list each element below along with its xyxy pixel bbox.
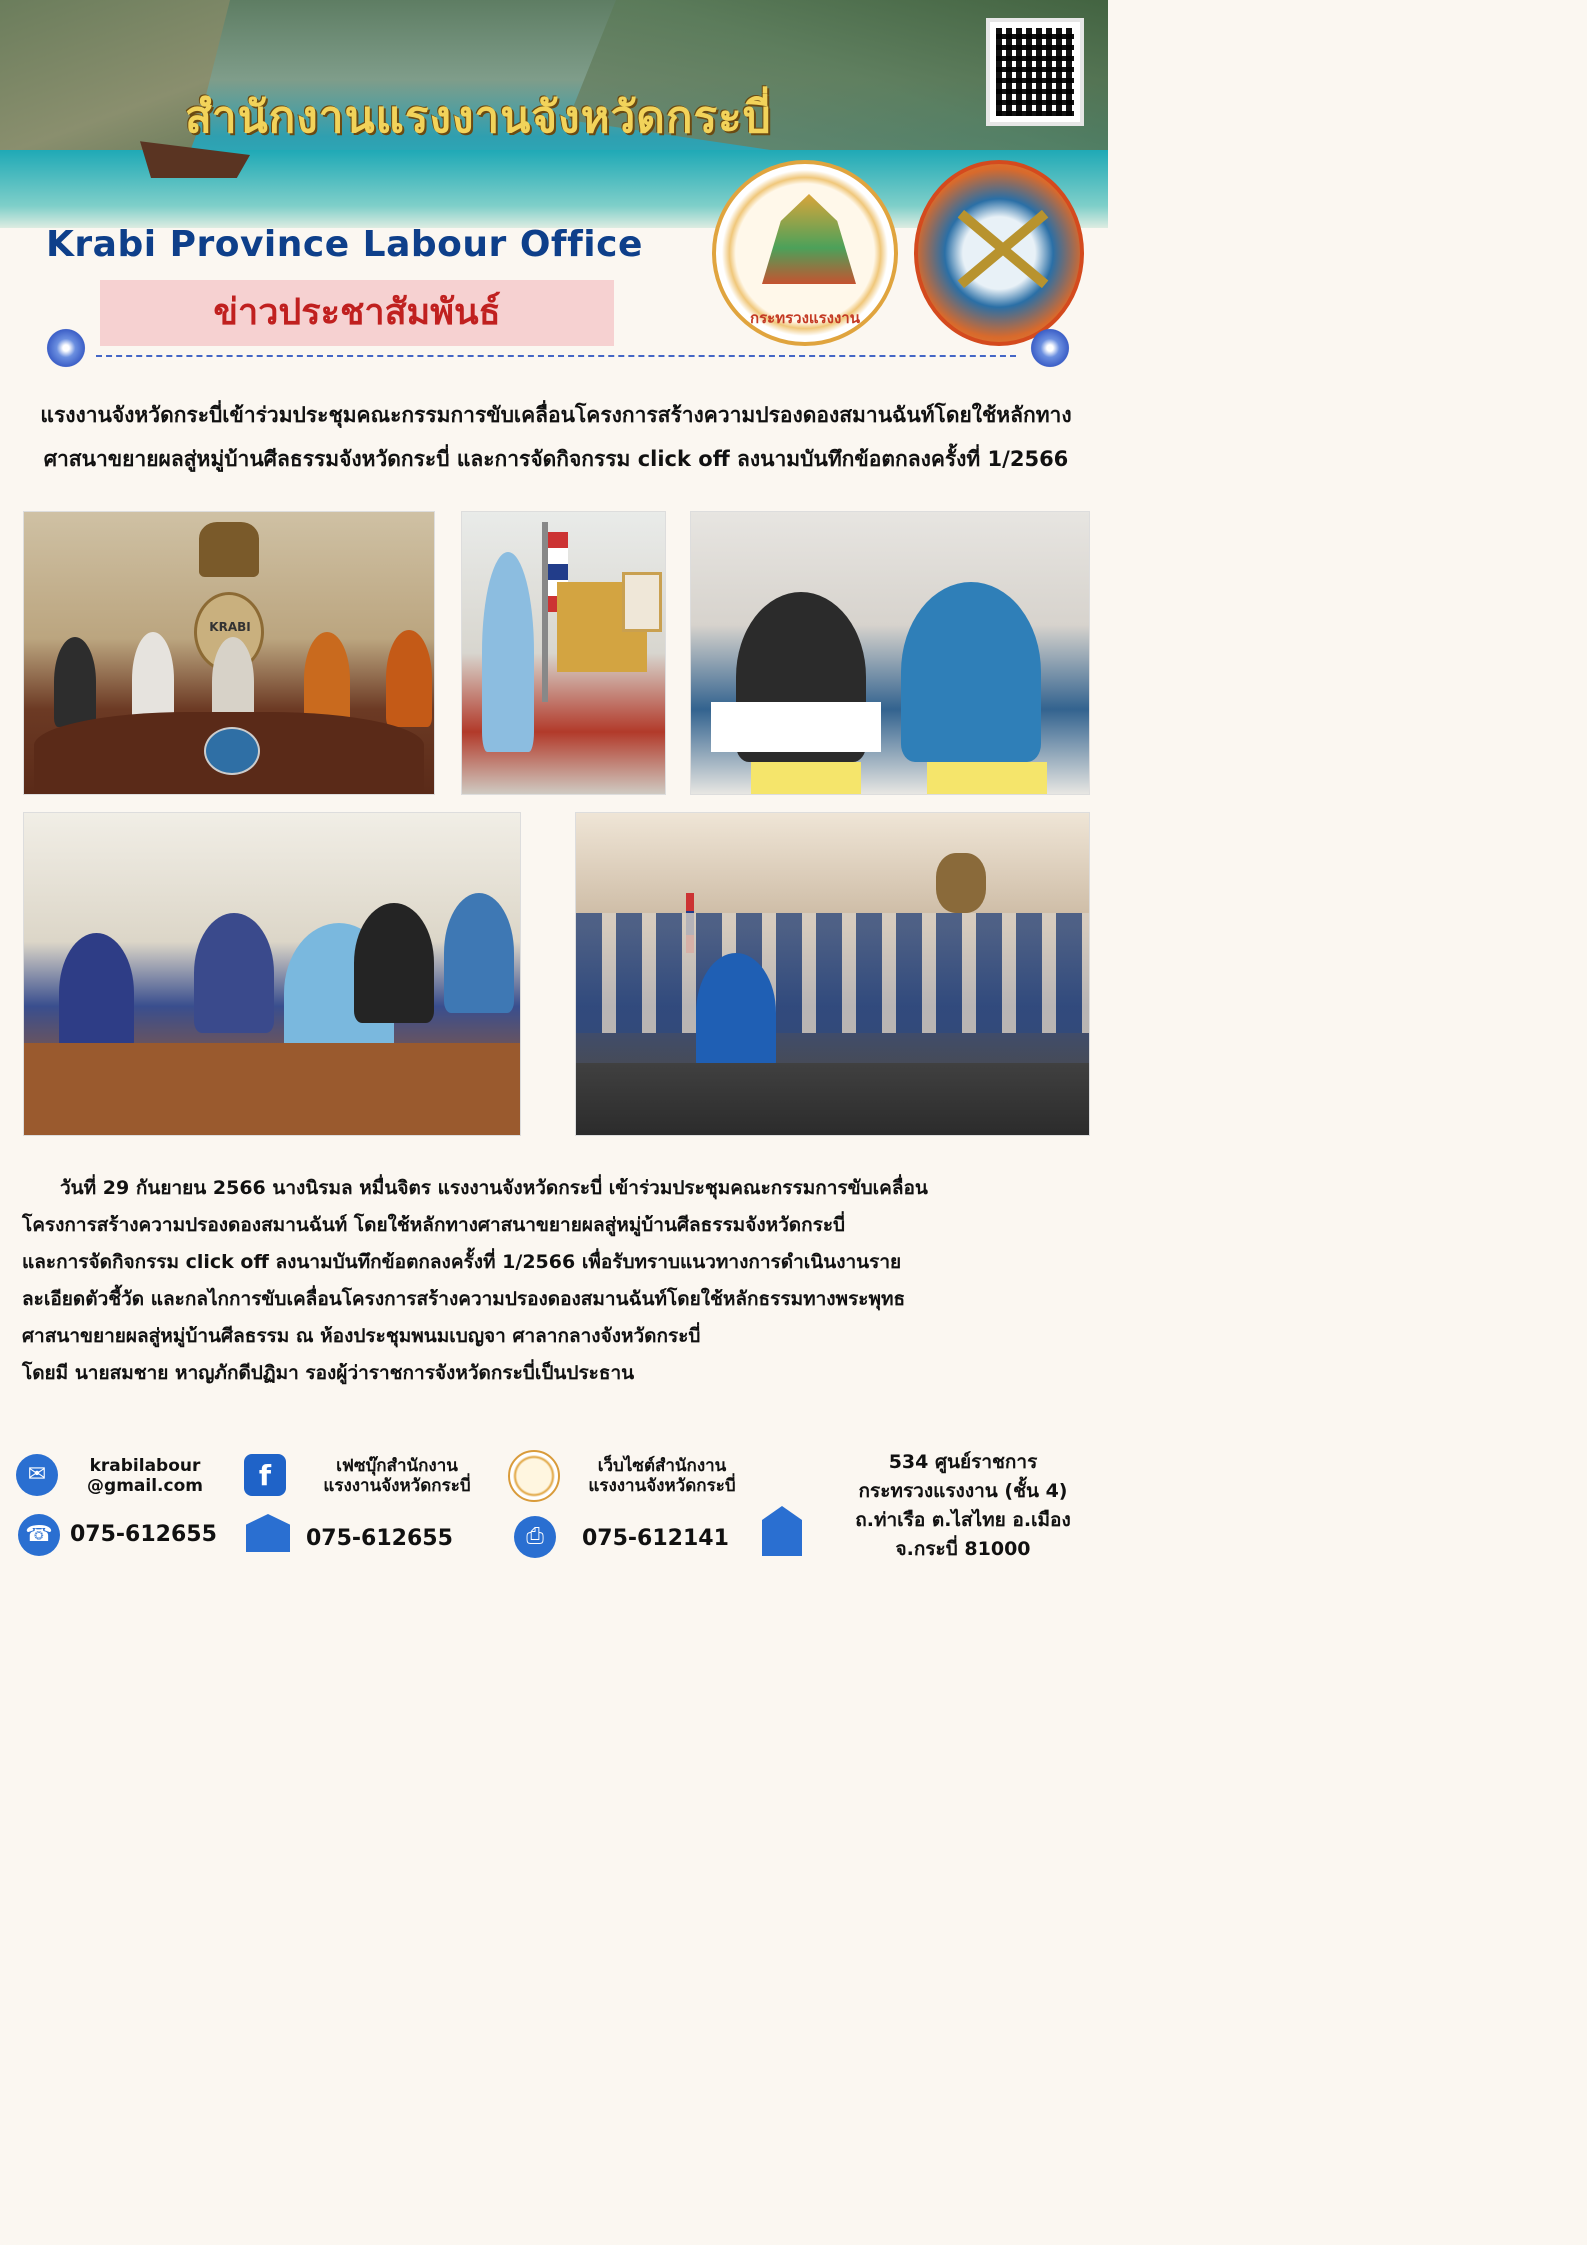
photo-krabi-label: KRABI — [209, 620, 251, 634]
body-line-5: ศาสนาขยายผลสู่หมู่บ้านศีลธรรม ณ ห้องประชุมพนมเบญจา ศาลากลางจังหวัดกระบี่ — [22, 1325, 701, 1347]
office-title-english: Krabi Province Labour Office — [46, 224, 643, 265]
flower-right-icon — [1028, 326, 1072, 370]
address-line-1: 534 ศูนย์ราชการ — [888, 1451, 1038, 1473]
address-line-4: จ.กระบี่ 81000 — [895, 1538, 1031, 1560]
location-building-icon — [762, 1506, 802, 1556]
press-release-label: ข่าวประชาสัมพันธ์ — [213, 292, 501, 333]
photo-conference-room — [575, 812, 1090, 1136]
press-release-box — [100, 280, 614, 346]
phone-number-2[interactable]: 075-612655 — [306, 1526, 453, 1551]
headline-line-2: ศาสนาขยายผลสู่หมู่บ้านศีลธรรมจังหวัดกระบี่ และการจัดกิจกรรม click off ลงนามบันทึกข้อตกลงครั้งที่ 1/2566 — [43, 447, 1069, 471]
flower-left-icon — [44, 326, 88, 370]
fax-icon: ⎙ — [514, 1516, 556, 1558]
body-line-6: โดยมี นายสมชาย หาญภักดีปฏิมา รองผู้ว่าราชการจังหวัดกระบี่เป็นประธาน — [22, 1362, 635, 1384]
email-link[interactable]: krabilabour @gmail.com — [87, 1456, 203, 1496]
ministry-seal — [712, 160, 898, 346]
body-line-1: วันที่ 29 กันยายน 2566 นางนิรมล หมื่นจิตร แรงงานจังหวัดกระบี่ เข้าร่วมประชุมคณะกรรมการขับเคลื่อน — [60, 1177, 928, 1199]
website-link[interactable]: เว็บไซต์สำนักงาน แรงงานจังหวัดกระบี่ — [588, 1456, 736, 1496]
body-line-2: โครงการสร้างความปรองดองสมานฉันท์ โดยใช้หลักทางศาสนาขยายผลสู่หมู่บ้านศีลธรรมจังหวัดกระบี่ — [22, 1214, 846, 1236]
body-line-3: และการจัดกิจกรรม click off ลงนามบันทึกข้อตกลงครั้งที่ 1/2566 เพื่อรับทราบแนวทางการดำเนินงานราย — [22, 1251, 902, 1273]
phone-number-1[interactable]: 075-612655 — [70, 1522, 217, 1547]
photo-signing-ceremony — [23, 511, 435, 795]
headline-line-1: แรงงานจังหวัดกระบี่เข้าร่วมประชุมคณะกรรมการขับเคลื่อนโครงการสร้างความปรองดองสมานฉันท์โดยใช้หลักทาง — [40, 403, 1072, 427]
body-line-4: ละเอียดตัวชี้วัด และกลไกการขับเคลื่อนโครงการสร้างความปรองดองสมานฉันท์โดยใช้หลักธรรมทางพระพุทธ — [22, 1288, 906, 1310]
dashed-divider — [96, 355, 1016, 357]
email-icon: ✉ — [16, 1454, 58, 1496]
news-body — [22, 1170, 1090, 1392]
fax-number[interactable]: 075-612141 — [582, 1526, 729, 1551]
krabi-province-seal — [914, 160, 1084, 346]
news-headline — [22, 393, 1090, 481]
photo-meeting-participants — [23, 812, 521, 1136]
ministry-seal-text: กระทรวงแรงงาน — [750, 309, 860, 327]
photo-officials-signing — [690, 511, 1090, 795]
photo-speaker-podium — [461, 511, 666, 795]
qr-code[interactable] — [986, 18, 1084, 126]
phone-icon: ☎ — [18, 1514, 60, 1556]
office-address — [828, 1448, 1098, 1564]
address-line-2: กระทรวงแรงงาน (ชั้น 4) — [858, 1480, 1068, 1502]
facebook-link[interactable]: เฟซบุ๊กสำนักงาน แรงงานจังหวัดกระบี่ — [323, 1456, 471, 1496]
office-title-thai: สำนักงานแรงงานจังหวัดกระบี่ — [185, 92, 772, 143]
website-seal-icon — [508, 1450, 560, 1502]
address-line-3: ถ.ท่าเรือ ต.ไสไทย อ.เมือง — [855, 1509, 1071, 1531]
facebook-icon[interactable]: f — [244, 1454, 286, 1496]
office-building-icon — [246, 1514, 290, 1552]
